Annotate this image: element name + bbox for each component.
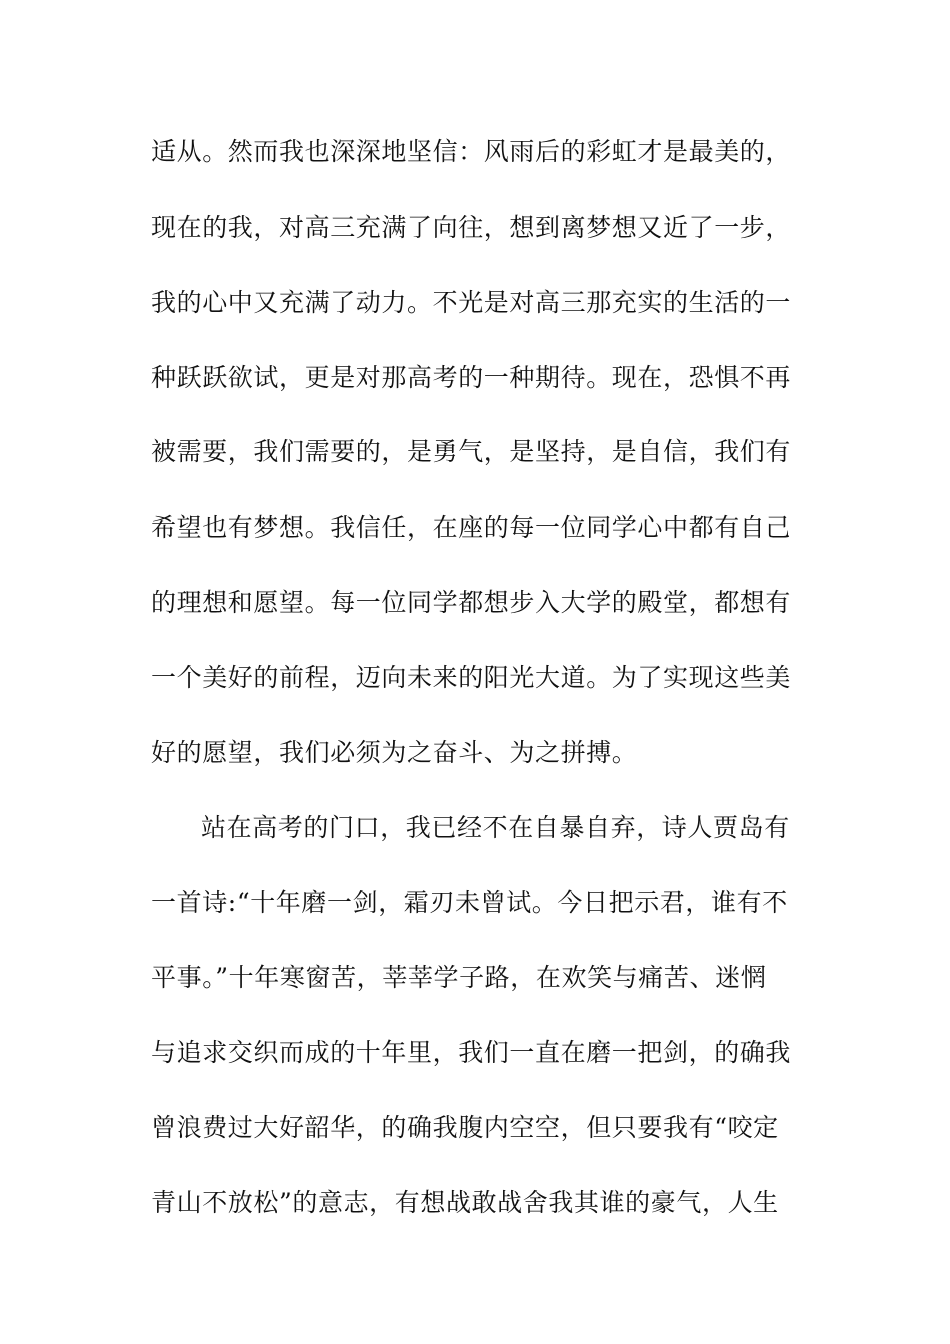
text-line: 平事。”十年寒窗苦，莘莘学子路，在欢笑与痛苦、迷惘 [151, 963, 767, 992]
text-line: 与追求交织而成的十年里，我们一直在磨一把剑，的确我 [151, 1038, 792, 1067]
text-line: 一首诗:“十年磨一剑，霜刃未曾试。今日把示君，谁有不 [151, 888, 788, 917]
text-line: 适从。然而我也深深地坚信：风雨后的彩虹才是最美的， [151, 137, 792, 166]
paragraph-first-line: 站在高考的门口，我已经不在自暴自弃，诗人贾岛有 [201, 813, 790, 842]
text-line: 好的愿望，我们必须为之奋斗、为之拼搏。 [151, 738, 638, 767]
text-line: 我的心中又充满了动力。不光是对高三那充实的生活的一 [151, 288, 792, 317]
text-line: 一个美好的前程，迈向未来的阳光大道。为了实现这些美 [151, 663, 792, 692]
text-line: 希望也有梦想。我信任，在座的每一位同学心中都有自己 [151, 513, 792, 542]
text-line: 青山不放松”的意志，有想战敢战舍我其谁的豪气，人生 [151, 1188, 779, 1217]
text-line: 曾浪费过大好韶华，的确我腹内空空，但只要我有“咬定 [151, 1113, 779, 1142]
text-line: 的理想和愿望。每一位同学都想步入大学的殿堂，都想有 [151, 588, 792, 617]
text-line: 被需要，我们需要的，是勇气，是坚持，是自信，我们有 [151, 437, 792, 466]
text-line: 现在的我，对高三充满了向往，想到离梦想又近了一步， [151, 213, 792, 242]
text-line: 种跃跃欲试，更是对那高考的一种期待。现在，恐惧不再 [151, 363, 792, 392]
